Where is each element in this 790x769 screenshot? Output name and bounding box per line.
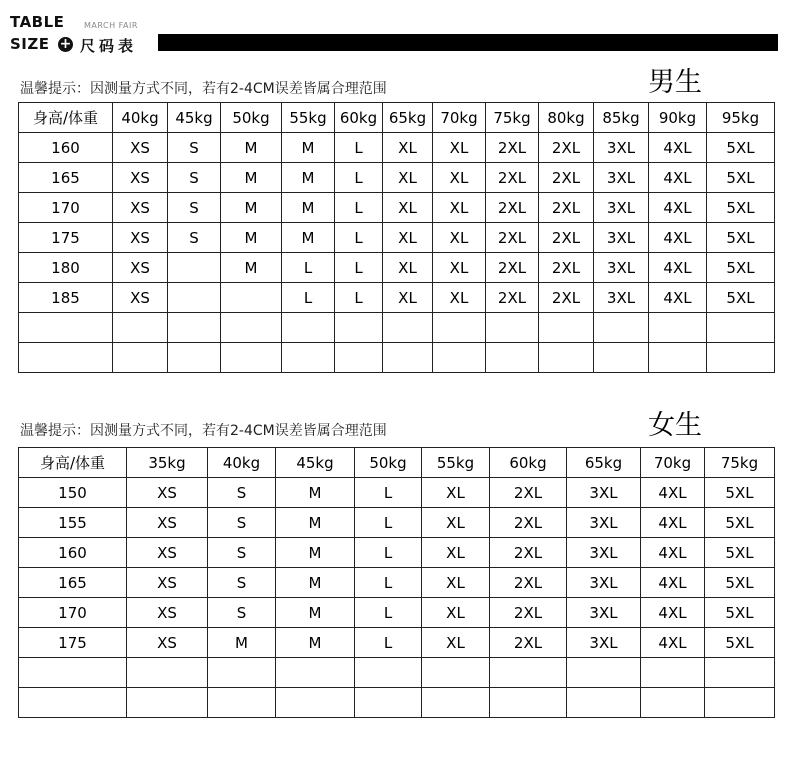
size-cell: XS	[127, 598, 208, 628]
size-cell: 2XL	[490, 568, 567, 598]
table-row	[19, 163, 775, 193]
height-cell: 165	[19, 568, 127, 598]
size-cell	[168, 343, 221, 373]
column-header-weight: 50kg	[221, 103, 282, 133]
height-cell: 170	[19, 598, 127, 628]
height-cell: 180	[19, 253, 113, 283]
size-cell: M	[276, 598, 355, 628]
size-cell: XL	[422, 508, 490, 538]
size-cell: S	[168, 193, 221, 223]
height-cell	[19, 313, 113, 343]
size-cell: 4XL	[641, 478, 705, 508]
size-cell: 3XL	[594, 223, 649, 253]
size-cell	[383, 343, 433, 373]
size-cell: S	[208, 568, 276, 598]
size-cell: L	[282, 253, 335, 283]
column-header-weight: 75kg	[705, 448, 775, 478]
size-cell	[355, 688, 422, 718]
table-row	[19, 133, 775, 163]
size-cell: 4XL	[649, 193, 707, 223]
column-header-weight: 70kg	[641, 448, 705, 478]
size-cell: 2XL	[490, 598, 567, 628]
size-cell	[282, 343, 335, 373]
size-cell	[707, 343, 775, 373]
size-cell: M	[276, 568, 355, 598]
size-cell: XS	[113, 133, 168, 163]
size-cell: S	[208, 508, 276, 538]
size-cell: XL	[422, 478, 490, 508]
size-cell: 5XL	[705, 628, 775, 658]
size-cell: 5XL	[707, 133, 775, 163]
size-cell: M	[208, 628, 276, 658]
size-cell: 3XL	[594, 193, 649, 223]
column-header-weight: 95kg	[707, 103, 775, 133]
size-cell	[113, 313, 168, 343]
size-cell: XL	[383, 163, 433, 193]
table-row	[19, 658, 775, 688]
size-cell: M	[282, 223, 335, 253]
table-row	[19, 508, 775, 538]
height-cell: 165	[19, 163, 113, 193]
column-header-height-weight: 身高/体重	[19, 103, 113, 133]
size-cell: S	[208, 478, 276, 508]
height-cell: 150	[19, 478, 127, 508]
height-cell: 175	[19, 223, 113, 253]
male-header-row	[19, 103, 775, 133]
size-cell: 2XL	[486, 163, 539, 193]
size-cell: 3XL	[594, 133, 649, 163]
male-gender-label: 男生	[648, 67, 702, 98]
size-cell	[221, 343, 282, 373]
size-cell: XL	[383, 193, 433, 223]
size-cell	[276, 658, 355, 688]
height-cell: 175	[19, 628, 127, 658]
size-cell: XS	[113, 163, 168, 193]
size-cell: L	[335, 193, 383, 223]
size-cell: M	[221, 253, 282, 283]
size-cell	[705, 658, 775, 688]
size-cell: 5XL	[705, 478, 775, 508]
size-cell: 5XL	[707, 193, 775, 223]
table-row	[19, 538, 775, 568]
female-tip-text: 温馨提示：因测量方式不同，若有2-4CM误差皆属合理范围	[20, 423, 387, 439]
size-cell	[208, 688, 276, 718]
header-divider-bar	[158, 34, 778, 51]
table-row	[19, 688, 775, 718]
size-cell: L	[355, 508, 422, 538]
size-cell: 2XL	[539, 283, 594, 313]
size-cell: L	[355, 538, 422, 568]
size-cell	[567, 658, 641, 688]
size-cell: 2XL	[486, 253, 539, 283]
table-row	[19, 193, 775, 223]
size-cell: XS	[127, 538, 208, 568]
height-cell: 185	[19, 283, 113, 313]
size-cell: 3XL	[594, 253, 649, 283]
size-cell: M	[276, 538, 355, 568]
height-cell	[19, 688, 127, 718]
size-cell: XS	[127, 478, 208, 508]
size-cell: 3XL	[567, 598, 641, 628]
size-cell: 4XL	[649, 133, 707, 163]
size-cell	[355, 658, 422, 688]
size-cell: L	[335, 223, 383, 253]
size-cell: M	[276, 478, 355, 508]
size-cell: 2XL	[539, 193, 594, 223]
size-cell: XS	[113, 223, 168, 253]
size-cell: 4XL	[649, 283, 707, 313]
size-cell: 5XL	[707, 253, 775, 283]
column-header-weight: 35kg	[127, 448, 208, 478]
size-table-header	[8, 12, 780, 56]
size-cell: XL	[433, 223, 486, 253]
size-cell: XL	[422, 568, 490, 598]
size-cell	[486, 313, 539, 343]
size-cell: 3XL	[567, 478, 641, 508]
table-row	[19, 628, 775, 658]
table-row	[19, 343, 775, 373]
size-cell	[422, 658, 490, 688]
header-subtitle: MARCH FAIR	[84, 21, 138, 30]
table-row	[19, 223, 775, 253]
size-cell: 2XL	[539, 133, 594, 163]
size-cell: M	[282, 193, 335, 223]
size-cell: 5XL	[707, 163, 775, 193]
plus-icon: +	[59, 36, 72, 52]
size-cell: XL	[383, 133, 433, 163]
female-header-row	[19, 448, 775, 478]
size-cell: 2XL	[486, 283, 539, 313]
size-cell: XS	[113, 193, 168, 223]
size-cell: L	[335, 253, 383, 283]
size-cell: 4XL	[649, 223, 707, 253]
size-cell: S	[208, 598, 276, 628]
size-cell	[707, 313, 775, 343]
size-cell: XL	[383, 223, 433, 253]
size-cell: M	[282, 133, 335, 163]
size-cell	[168, 253, 221, 283]
header-title-size: SIZE	[10, 35, 50, 53]
size-cell	[649, 343, 707, 373]
size-cell	[705, 688, 775, 718]
column-header-weight: 40kg	[208, 448, 276, 478]
column-header-weight: 50kg	[355, 448, 422, 478]
size-cell: 4XL	[641, 508, 705, 538]
column-header-weight: 60kg	[335, 103, 383, 133]
header-title-table: TABLE	[10, 13, 65, 31]
size-cell	[208, 658, 276, 688]
size-cell: L	[335, 163, 383, 193]
size-cell: S	[208, 538, 276, 568]
size-cell: XL	[422, 628, 490, 658]
size-cell: 3XL	[567, 508, 641, 538]
size-cell: 2XL	[486, 223, 539, 253]
size-cell: XS	[113, 283, 168, 313]
size-cell: 4XL	[649, 163, 707, 193]
size-cell	[168, 313, 221, 343]
size-cell	[113, 343, 168, 373]
size-cell: XL	[433, 253, 486, 283]
height-cell	[19, 658, 127, 688]
column-header-weight: 45kg	[168, 103, 221, 133]
column-header-weight: 90kg	[649, 103, 707, 133]
size-cell	[490, 658, 567, 688]
height-cell: 155	[19, 508, 127, 538]
female-gender-label: 女生	[648, 410, 702, 441]
size-cell	[486, 343, 539, 373]
size-cell: 3XL	[567, 568, 641, 598]
size-cell: 2XL	[486, 193, 539, 223]
column-header-weight: 80kg	[539, 103, 594, 133]
size-cell: XS	[127, 568, 208, 598]
size-cell: XS	[127, 628, 208, 658]
size-cell	[127, 688, 208, 718]
size-cell	[335, 313, 383, 343]
size-cell: S	[168, 163, 221, 193]
size-cell: XL	[433, 133, 486, 163]
column-header-weight: 60kg	[490, 448, 567, 478]
table-row	[19, 283, 775, 313]
column-header-weight: 85kg	[594, 103, 649, 133]
size-cell	[594, 313, 649, 343]
size-cell: 2XL	[539, 253, 594, 283]
size-cell: 5XL	[705, 508, 775, 538]
size-cell: M	[282, 163, 335, 193]
size-cell: XL	[383, 283, 433, 313]
size-cell: 4XL	[641, 598, 705, 628]
height-cell: 160	[19, 133, 113, 163]
size-cell	[567, 688, 641, 718]
size-cell: 4XL	[649, 253, 707, 283]
size-cell: 2XL	[490, 478, 567, 508]
size-cell	[641, 688, 705, 718]
height-cell	[19, 343, 113, 373]
female-size-table	[18, 447, 775, 718]
size-cell: 2XL	[539, 163, 594, 193]
size-cell: L	[355, 478, 422, 508]
column-header-weight: 70kg	[433, 103, 486, 133]
size-cell	[335, 343, 383, 373]
size-cell: 2XL	[539, 223, 594, 253]
column-header-weight: 55kg	[282, 103, 335, 133]
size-cell: L	[335, 133, 383, 163]
size-cell: 5XL	[705, 538, 775, 568]
size-cell	[276, 688, 355, 718]
size-cell: 3XL	[567, 538, 641, 568]
size-cell	[127, 658, 208, 688]
table-row	[19, 568, 775, 598]
size-cell: XL	[422, 598, 490, 628]
column-header-weight: 55kg	[422, 448, 490, 478]
size-cell: L	[335, 283, 383, 313]
size-cell: S	[168, 223, 221, 253]
size-cell: 3XL	[594, 283, 649, 313]
size-cell: M	[276, 628, 355, 658]
column-header-weight: 45kg	[276, 448, 355, 478]
column-header-weight: 40kg	[113, 103, 168, 133]
size-cell: 4XL	[641, 538, 705, 568]
size-cell: L	[355, 568, 422, 598]
column-header-weight: 65kg	[567, 448, 641, 478]
size-cell: M	[221, 223, 282, 253]
size-cell: 2XL	[490, 538, 567, 568]
size-cell	[383, 313, 433, 343]
size-cell: 5XL	[707, 283, 775, 313]
size-cell: XL	[433, 193, 486, 223]
size-cell	[422, 688, 490, 718]
table-row	[19, 253, 775, 283]
size-cell: 3XL	[594, 163, 649, 193]
size-cell: XL	[433, 163, 486, 193]
male-tip-text: 温馨提示：因测量方式不同，若有2-4CM误差皆属合理范围	[20, 81, 387, 97]
size-cell: 5XL	[707, 223, 775, 253]
size-cell: 2XL	[490, 628, 567, 658]
size-cell	[641, 658, 705, 688]
table-row	[19, 313, 775, 343]
table-row	[19, 478, 775, 508]
size-cell: S	[168, 133, 221, 163]
size-cell	[490, 688, 567, 718]
size-cell: M	[221, 193, 282, 223]
size-cell: XS	[127, 508, 208, 538]
size-cell	[539, 313, 594, 343]
size-cell: M	[276, 508, 355, 538]
size-cell	[433, 313, 486, 343]
size-cell: 4XL	[641, 568, 705, 598]
size-cell	[539, 343, 594, 373]
size-cell	[282, 313, 335, 343]
column-header-weight: 75kg	[486, 103, 539, 133]
size-cell	[221, 313, 282, 343]
column-header-weight: 65kg	[383, 103, 433, 133]
size-cell	[594, 343, 649, 373]
height-cell: 160	[19, 538, 127, 568]
size-cell: 3XL	[567, 628, 641, 658]
male-size-table	[18, 102, 775, 373]
size-cell: XS	[113, 253, 168, 283]
header-title-cn: 尺码表	[80, 37, 138, 55]
size-cell	[433, 343, 486, 373]
size-cell: 5XL	[705, 568, 775, 598]
size-cell: XL	[422, 538, 490, 568]
size-cell: 2XL	[490, 508, 567, 538]
size-cell	[221, 283, 282, 313]
size-cell: XL	[433, 283, 486, 313]
size-cell: XL	[383, 253, 433, 283]
size-cell: M	[221, 163, 282, 193]
size-cell: L	[355, 598, 422, 628]
size-cell: L	[355, 628, 422, 658]
size-cell: L	[282, 283, 335, 313]
size-cell: 2XL	[486, 133, 539, 163]
size-cell: 5XL	[705, 598, 775, 628]
size-cell	[168, 283, 221, 313]
column-header-height-weight: 身高/体重	[19, 448, 127, 478]
size-cell	[649, 313, 707, 343]
size-cell: M	[221, 133, 282, 163]
table-row	[19, 598, 775, 628]
height-cell: 170	[19, 193, 113, 223]
size-cell: 4XL	[641, 628, 705, 658]
